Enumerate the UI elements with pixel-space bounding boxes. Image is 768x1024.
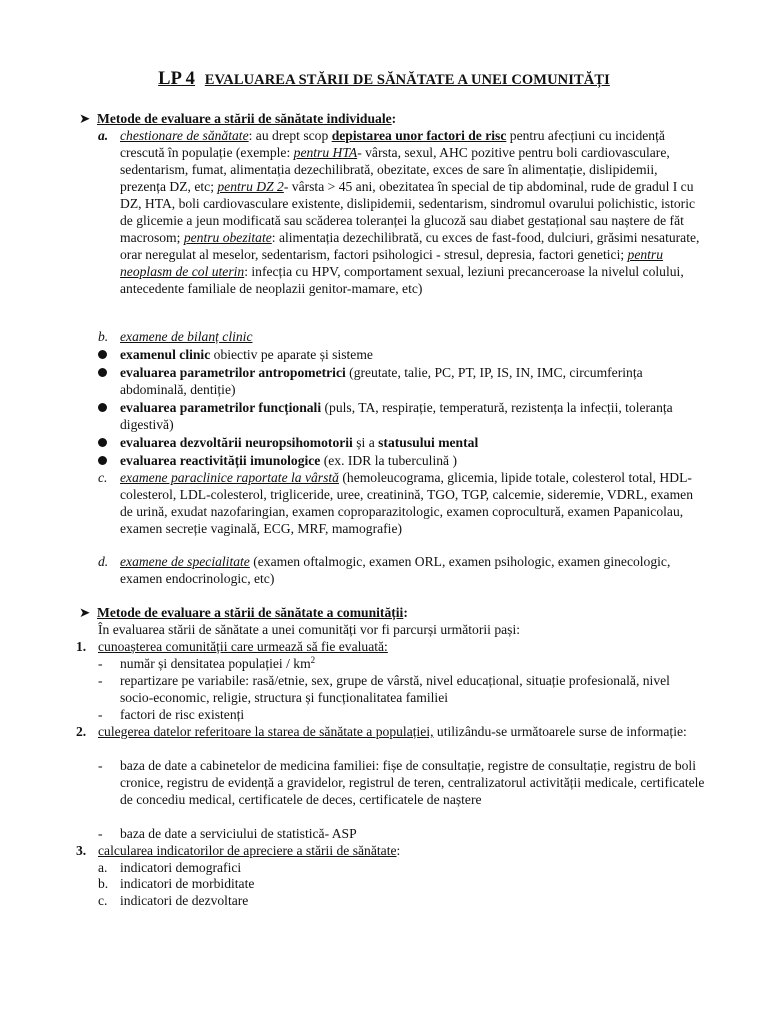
step-1-number: 1. (76, 639, 87, 654)
bullet-item: examenul clinic obiectiv pe aparate și sisteme (98, 346, 706, 363)
step-2: 2. culegerea datelor referitoare la starea de sănătate a populației, utilizându-se următoarele surse de informație: (76, 724, 687, 739)
list-item: - baza de date a cabinetelor de medicina familiei: fișe de consultație, registre de consultație, registru de boli cronice, registru de evidență a gravidelor, registrul de teren, centralizatorul activității medicale, certificatele de concediu medical, certificatele de deces, certificatele de naștere (98, 758, 705, 807)
bullet-dot-icon (98, 403, 107, 412)
step-1-label: cunoașterea comunității care urmează să fie evaluată: (98, 639, 388, 654)
bullet-item: evaluarea parametrilor funcționali (puls, TA, respirație, temperatură, rezistența la infecții, toleranța digestivă) (98, 399, 706, 433)
section1-heading-label: Metode de evaluare a stării de sănătate individuale (97, 111, 392, 126)
title-text: EVALUAREA STĂRII DE SĂNĂTATE A UNEI COMUNITĂȚI (204, 72, 610, 88)
item-c-text: examene paraclinice raportate la vârstă (hemoleucograma, glicemia, lipide totale, colesterol total, HDL-colesterol, LDL-colesterol, trigliceride, uree, creatinină, TGO, TGP, calcemie, sideremie, VDRL, examen de urină, exudat nazofaringian, examen coproparazitologic, examen coprocultură, examen Papanicolau, examen secreție vaginală, ECG, MRF, mamografie) (120, 470, 693, 536)
list-item: c. indicatori de dezvoltare (98, 893, 249, 908)
item-b-text: examene de bilanț clinic (120, 329, 253, 344)
section1-heading: ➤ Metode de evaluare a stării de sănătate individuale: (79, 111, 397, 126)
item-c (98, 469, 706, 537)
item-b-marker: b. (98, 329, 109, 344)
bullet-dot-icon (98, 456, 107, 465)
bullet-dot-icon (98, 350, 107, 359)
section2-intro: În evaluarea stării de sănătate a unei comunități vor fi parcurși următorii pași: (98, 622, 520, 637)
bullet-item: evaluarea parametrilor antropometrici (greutate, talie, PC, PT, IP, IS, IN, IMC, circumferința abdominală, dentiție) (98, 364, 706, 398)
list-item: a. indicatori demografici (98, 860, 242, 875)
item-a-marker: a. (98, 128, 109, 143)
step-2-number: 2. (76, 724, 87, 739)
step-3: 3. calcularea indicatorilor de apreciere a stării de sănătate: (76, 843, 401, 858)
list-item: - repartizare pe variabile: rasă/etnie, sex, grupe de vârstă, nivel educațional, situație profesională, nivel socio-economic, religie, structura și funcționalitatea familiei (98, 673, 670, 705)
step-3-number: 3. (76, 843, 87, 858)
item-a-text: chestionare de sănătate: au drept scop depistarea unor factori de risc pentru afecțiuni cu incidență crescută în populație (exemple: pentru HTA- vârsta, sexul, AHC pozitive pentru boli cardiovasculare, sedentarism, fumat, alimentația dezechilibrată, obezitate, exces de sare în alimentație, dislipidemii, prezența DZ, etc; pentru DZ 2- vârsta > 45 ani, obezitatea în special de tip abdominal, rude de gradul I cu DZ, HTA, boli cardiovasculare existente, dislipidemii, sedentarism, sindromul ovarului polichistic, istoric de glicemie a jeun modificată sau scăderea toleranței la glucoză sau diabet gestațional sau naștere de făt macrosom; pentru obezitate: alimentația dezechilibrată, cu exces de fast-food, dulciuri, grăsimi nesaturate, orar neregulat al meselor, sedentarism, factori psihologici - stresul, depresia, factori genetici; pentru neoplasm de col uterin: infecția cu HPV, comportament sexual, leziuni precanceroase la nivelul colului, antecedente familiale de neoplazii genitor-mamare, etc) (120, 128, 700, 296)
item-d-text: examene de specialitate (examen oftalmogic, examen ORL, examen psihologic, examen ginecologic, examen endocrinologic, etc) (120, 554, 671, 586)
list-item: - baza de date a serviciului de statistică- ASP (98, 826, 357, 841)
section2-heading-label: Metode de evaluare a stării de sănătate a comunității (97, 605, 404, 620)
list-item: - număr și densitatea populației / $km^2$ (98, 655, 316, 671)
bullet-dot-icon (98, 438, 107, 447)
lab-number: LP 4 (158, 69, 196, 89)
section2-heading: ➤ Metode de evaluare a stării de sănătate a comunității: (79, 605, 408, 620)
item-a (98, 127, 706, 297)
list-item: b. indicatori de morbiditate (98, 876, 255, 891)
item-d-marker: d. (98, 554, 109, 569)
item-d (98, 553, 706, 587)
item-c-marker: c. (98, 470, 108, 485)
bullet-item: evaluarea reactivității imunologice (ex. IDR la tuberculină ) (98, 452, 706, 469)
bullet-item: evaluarea dezvoltării neuropsihomotorii și a statusului mental (98, 434, 706, 451)
step-1 (76, 638, 706, 655)
page-title (0, 71, 768, 89)
step-3-label: calcularea indicatorilor de apreciere a stării de sănătate (98, 843, 397, 858)
arrow-bullet-icon: ➤ (79, 111, 91, 126)
list-item: - factori de risc existenți (98, 707, 245, 722)
bullet-dot-icon (98, 368, 107, 377)
step-2-label: culegerea datelor referitoare la starea de sănătate a populației, (98, 724, 434, 739)
item-b (98, 328, 706, 345)
arrow-bullet-icon: ➤ (79, 605, 91, 620)
